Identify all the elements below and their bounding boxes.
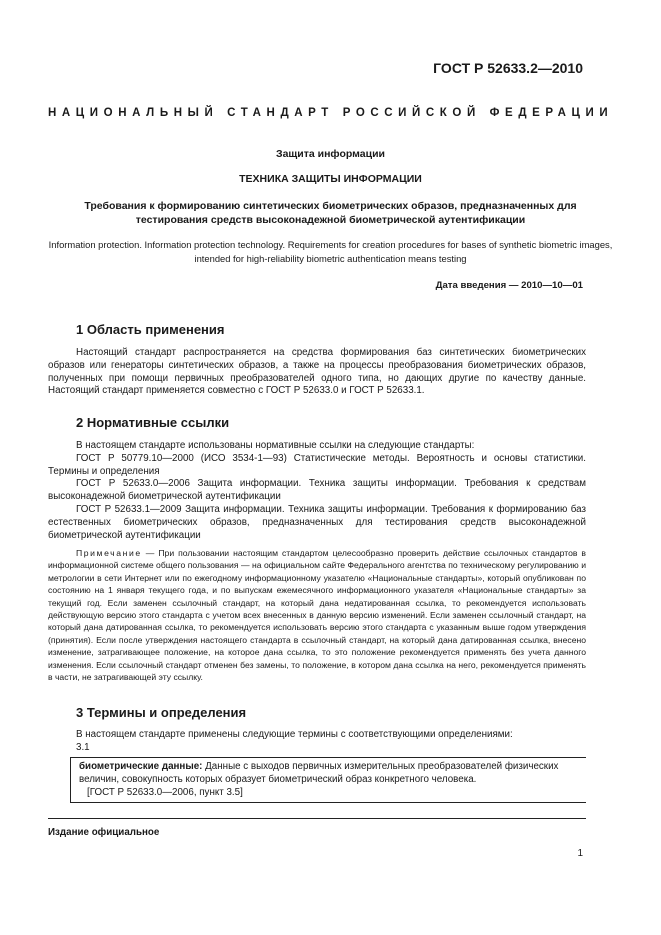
term-definition-box	[70, 757, 586, 803]
note-label: Примечание	[76, 548, 142, 558]
normative-reference-1: ГОСТ Р 50779.10—2000 (ИСО 3534-1—93) Статистические методы. Вероятность и основы статистики. Термины и определения	[48, 453, 586, 477]
section-3-intro: В настоящем стандарте применены следующие термины с соответствующими определениями:	[76, 729, 513, 740]
document-code: ГОСТ Р 52633.2—2010	[433, 60, 583, 76]
section-2-intro: В настоящем стандарте использованы нормативные ссылки на следующие стандарты:	[76, 440, 475, 451]
term-name: биометрические данные:	[79, 761, 203, 772]
page-number: 1	[577, 848, 583, 859]
title-line-2: ТЕХНИКА ЗАЩИТЫ ИНФОРМАЦИИ	[239, 173, 422, 185]
title-line-3: Требования к формированию синтетических биометрических образов, предназначенных для тестирования средств высоконадежной биометрической аутентификации	[84, 200, 577, 226]
introduction-date: Дата введения — 2010—10—01	[435, 280, 583, 291]
footer-divider	[48, 818, 586, 819]
section-1-text: Настоящий стандарт распространяется на средства формирования баз синтетических биометрических образов или генераторы синтетических образов, а также на процессы преобразования биометрических образов, полученных при помощи первичных преобразователей одного типа, но дающих другие по качеству данные. Настоящий стандарт применяется совместно с ГОСТ Р 52633.0 и ГОСТ Р 52633.1.	[48, 347, 586, 397]
national-standard-banner: НАЦИОНАЛЬНЫЙ СТАНДАРТ РОССИЙСКОЙ ФЕДЕРАЦИИ	[48, 107, 614, 119]
term-number: 3.1	[76, 742, 90, 753]
term-source-reference: [ГОСТ Р 52633.0—2006, пункт 3.5]	[87, 786, 243, 798]
term-definition: Данные с выходов первичных измерительных преобразователей физических величин, совокупность которых образует биометрический образ конкретного человека.	[79, 761, 559, 785]
title-line-1: Защита информации	[276, 148, 385, 160]
title-english: Information protection. Information protection technology. Requirements for creation procedures for bases of synthetic biometric images, intended for high-reliability biometric authentication means testing	[48, 239, 613, 264]
normative-reference-3: ГОСТ Р 52633.1—2009 Защита информации. Техника защиты информации. Требования к формированию баз естественных биометрических образов, предназначенных для тестирования средств высоконадежной биометрической аутентификации	[48, 504, 586, 541]
section-2-note	[48, 547, 586, 683]
section-1-heading: 1 Область применения	[76, 322, 225, 337]
official-edition-label: Издание официальное	[48, 827, 160, 838]
section-2-heading: 2 Нормативные ссылки	[76, 415, 230, 430]
note-text: — При пользовании настоящим стандартом целесообразно проверить действие ссылочных стандартов в информационной системе общего пользования — на официальном сайте Федерального агентства по техническому регулированию и метрологии в сети Интернет или по ежегодному информационному указателю «Национальные стандарты», который опубликован по состоянию на 1 января текущего года, и по выпускам ежемесячного информационного указателя «Национальные стандарты» за текущий год. Если заменен ссылочный стандарт, на который дана недатированная ссылка, то рекомендуется использовать действующую версию этого стандарта с учетом всех внесенных в данную версию изменений. Если заменен ссылочный стандарт, на который дана датированная ссылка, то рекомендуется использовать версию этого стандарта с указанным выше годом утверждения (принятия). Если после утверждения настоящего стандарта в ссылочный стандарт, на который дана датированная ссылка, внесено изменение, затрагивающее положение, на которое дана ссылка, то это положение рекомендуется применять без учета данного изменения. Если ссылочный стандарт отменен без замены, то положение, в котором дана ссылка на него, рекомендуется применять в части, не затрагивающей эту ссылку.	[48, 548, 586, 683]
normative-reference-2: ГОСТ Р 52633.0—2006 Защита информации. Техника защиты информации. Требования к средствам высоконадежной биометрической аутентификации	[48, 478, 586, 502]
section-3-heading: 3 Термины и определения	[76, 705, 247, 720]
